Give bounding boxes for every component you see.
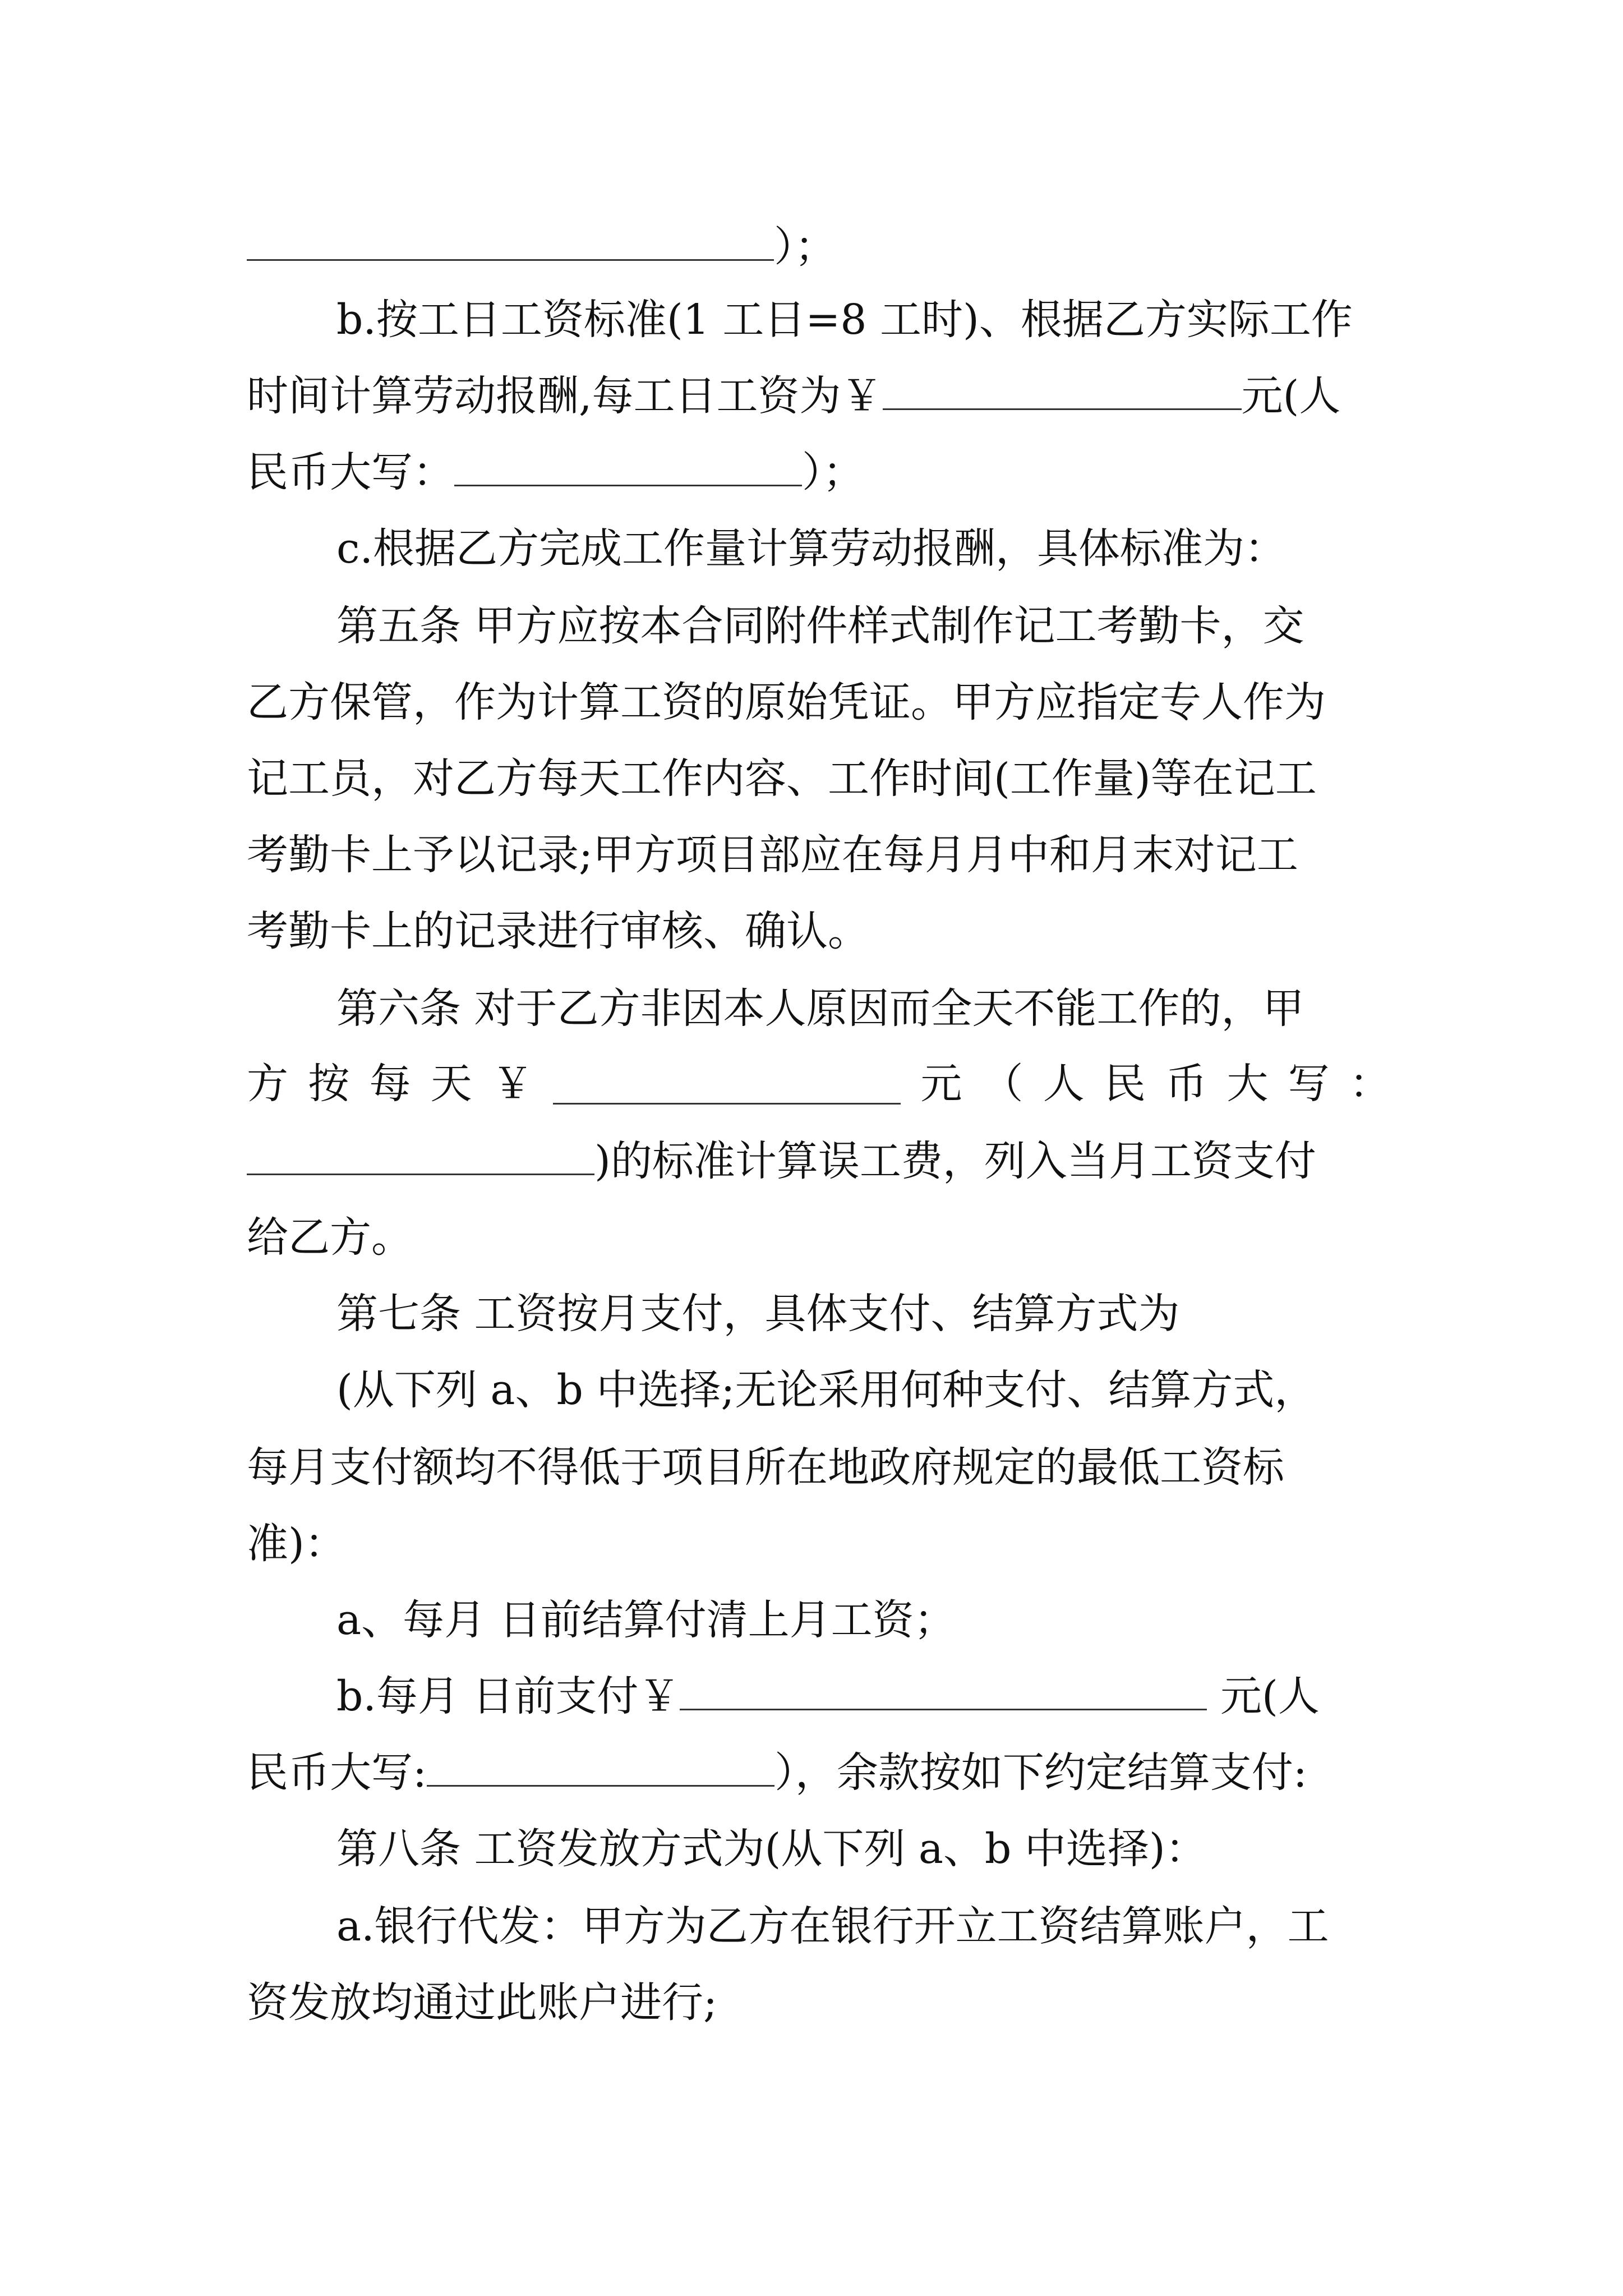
text-line: ）； (247, 208, 1391, 286)
text-line: b.每月 日前支付￥ 元(人 (336, 1657, 1391, 1736)
text-line: 民币大写： ）； (247, 433, 1391, 512)
text-line: 第六条 对于乙方非因本人原因而全天不能工作的，甲 (336, 984, 1304, 1033)
text-line: 记工员，对乙方每天工作内容、工作时间(工作量)等在记工 (247, 754, 1317, 803)
text-line: 考勤卡上的记录进行审核、确认。 (247, 907, 869, 955)
text-line: 准)： (247, 1520, 346, 1568)
text-line: a、每月 日前结算付清上月工资； (336, 1596, 956, 1644)
fill-blank[interactable] (883, 369, 1242, 410)
text-line: 民币大写: ），余款按如下约定结算支付: (247, 1733, 1391, 1812)
text-line: b.按工日工资标准(1 工日=8 工时)、根据乙方实际工作 (336, 296, 1353, 344)
fill-blank[interactable] (553, 1064, 901, 1105)
text-line: c.根据乙方完成工作量计算劳动报酬，具体标准为： (336, 524, 1286, 573)
text-line: 给乙方。 (247, 1213, 413, 1262)
fill-blank[interactable] (247, 220, 774, 261)
text-line: 每月支付额均不得低于项目所在地政府规定的最低工资标 (247, 1443, 1284, 1492)
fill-blank[interactable] (454, 445, 802, 486)
text-line: 方 按 每 天 ￥ 元 （ 人 民 币 大 写 ： (247, 1060, 1391, 1108)
text-line: )的标准计算误工费，列入当月工资支付 (247, 1122, 1391, 1200)
text-line: a.银行代发：甲方为乙方在银行开立工资结算账户，工 (336, 1902, 1329, 1950)
text-line: (从下列 a、b 中选择;无论采用何种支付、结算方式， (336, 1366, 1316, 1414)
text-line: 第五条 甲方应按本合同附件样式制作记工考勤卡，交 (336, 602, 1304, 650)
text-line: 考勤卡上予以记录;甲方项目部应在每月月中和月末对记工 (247, 831, 1298, 879)
fill-blank[interactable] (680, 1669, 1207, 1710)
text-line: 资发放均通过此账户进行; (247, 1978, 717, 2027)
text-line: 第八条 工资发放方式为(从下列 a、b 中选择)： (336, 1825, 1207, 1873)
text-line: 乙方保管，作为计算工资的原始凭证。甲方应指定专人作为 (247, 678, 1326, 726)
text-line: 时间计算劳动报酬,每工日工资为￥ 元(人 (247, 357, 1391, 435)
fill-blank[interactable] (427, 1746, 774, 1787)
fill-blank[interactable] (247, 1134, 594, 1175)
text-line: 第七条 工资按月支付，具体支付、结算方式为 (336, 1290, 1180, 1338)
